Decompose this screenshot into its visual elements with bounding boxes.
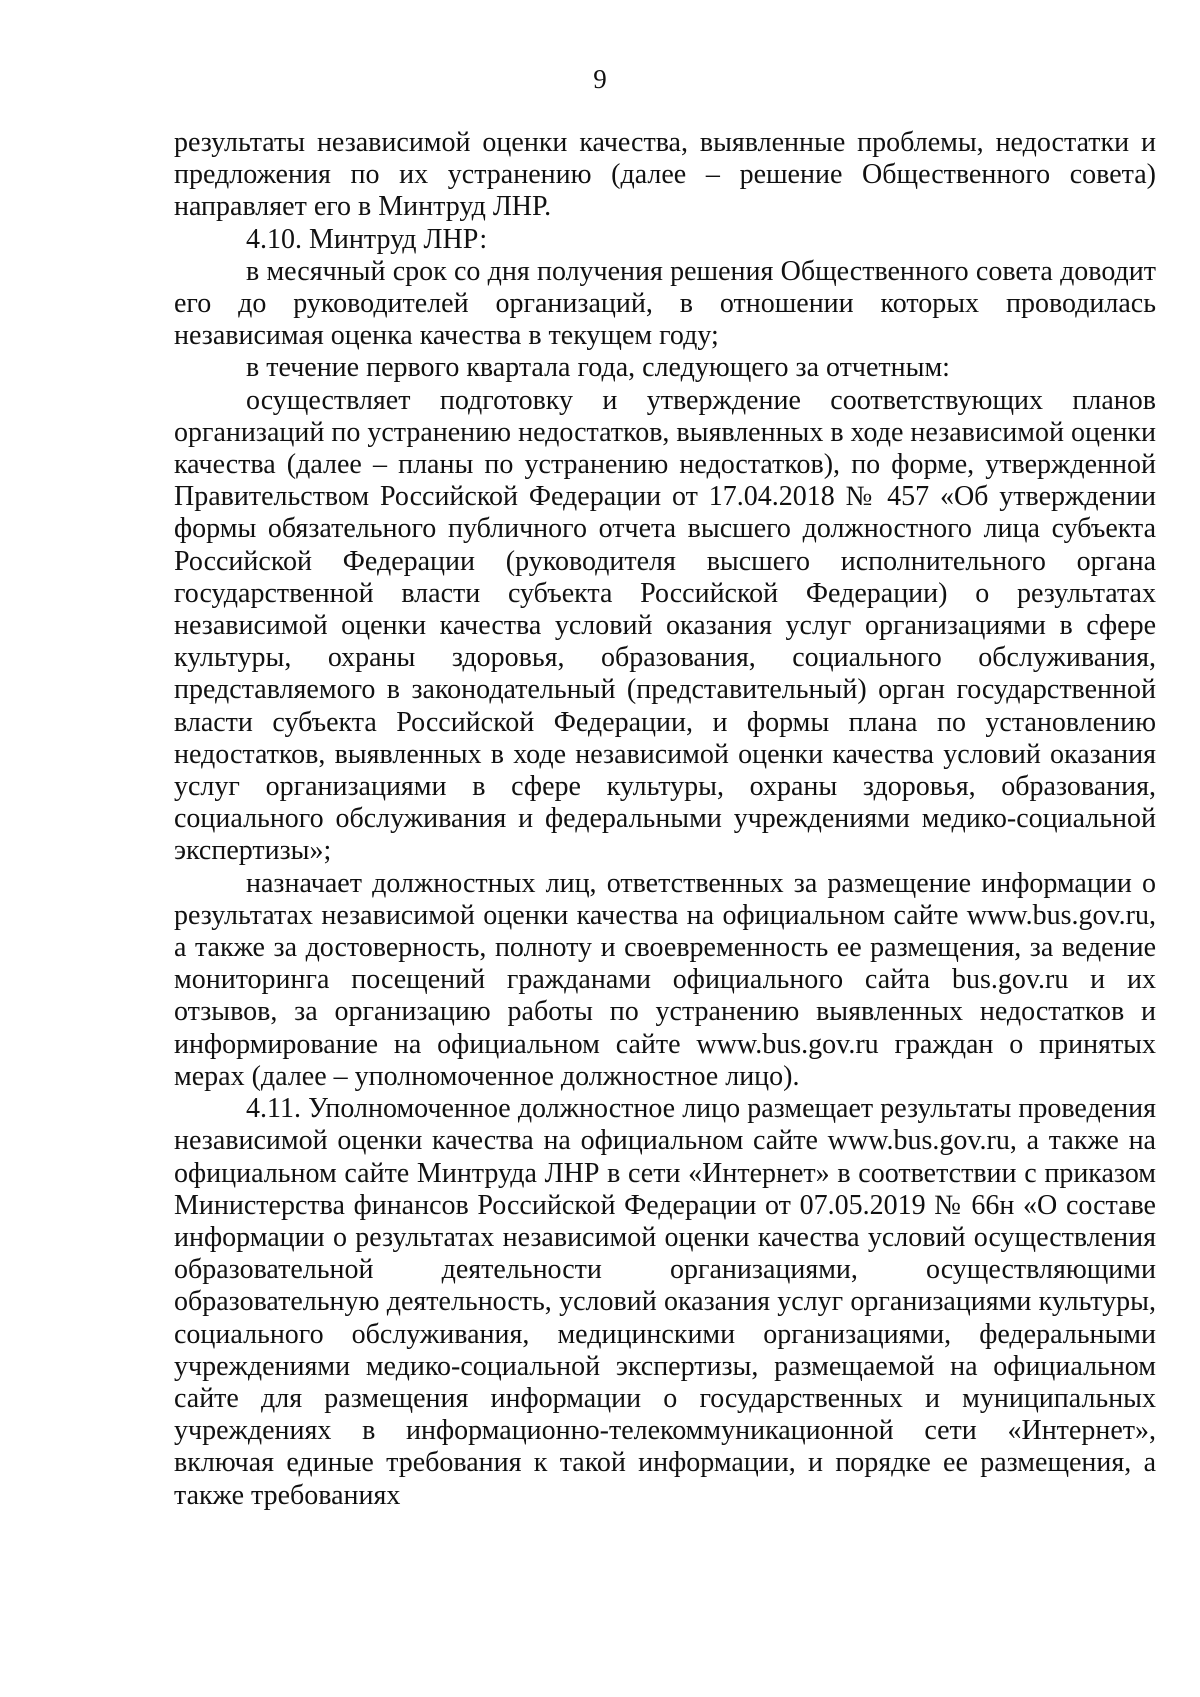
document-body [174, 127, 1156, 1512]
page-number: 9 [593, 64, 607, 94]
paragraph-appoints-officials: назначает должностных лиц, ответственных за размещение информации о результатах независимой оценки качества на официальном сайте www.bus.gov.ru, а также за достоверность, полноту и своевременность ее размещения, за ведение мониторинга посещений гражданами официального сайта bus.gov.ru и их отзывов, за организацию работы по устранению выявленных недостатков и информирование на официальном сайте www.bus.gov.ru граждан о принятых мерах (далее – уполномоченное должностное лицо). [174, 867, 1156, 1092]
paragraph-continuation: результаты независимой оценки качества, выявленные проблемы, недостатки и предложения по их устранению (далее – решение Общественного совета) направляет его в Минтруд ЛНР. [174, 127, 1156, 223]
paragraph-clause-4-10: 4.10. Минтруд ЛНР: [246, 223, 488, 255]
paragraph-first-quarter: в течение первого квартала года, следующего за отчетным: [246, 352, 950, 384]
paragraph-clause-4-11: 4.11. Уполномоченное должностное лицо размещает результаты проведения независимой оценки качества на официальном сайте www.bus.gov.ru, а также на официальном сайте Минтруда ЛНР в сети «Интернет» в соответствии с приказом Министерства финансов Российской Федерации от 07.05.2019 № 66н «О составе информации о результатах независимой оценки качества условий осуществления образовательной деятельности организациями, осуществляющими образовательную деятельность, условий оказания услуг организациями культуры, социального обслуживания, медицинскими организациями, федеральными учреждениями медико-социальной экспертизы, размещаемой на официальном сайте для размещения информации о государственных и муниципальных учреждениях в информационно-телекоммуникационной сети «Интернет», включая единые требования к такой информации, и порядке ее размещения, а также требованиях [174, 1093, 1156, 1511]
paragraph-plans-preparation: осуществляет подготовку и утверждение соответствующих планов организаций по устранению недостатков, выявленных в ходе независимой оценки качества (далее – планы по устранению недостатков), по форме, утвержденной Правительством Российской Федерации от 17.04.2018 № 457 «Об утверждении формы обязательного публичного отчета высшего должностного лица субъекта Российской Федерации (руководителя высшего исполнительного органа государственной власти субъекта Российской Федерации) о результатах независимой оценки качества условий оказания услуг организациями в сфере культуры, охраны здоровья, образования, социального обслуживания, представляемого в законодательный (представительный) орган государственной власти субъекта Российской Федерации, и формы плана по установлению недостатков, выявленных в ходе независимой оценки качества условий оказания услуг организациями в сфере культуры, охраны здоровья, образования, социального обслуживания и федеральными учреждениями медико-социальной экспертизы»; [174, 384, 1156, 867]
paragraph-monthly-term: в месячный срок со дня получения решения Общественного совета доводит его до руководителей организаций, в отношении которых проводилась независимая оценка качества в текущем году; [174, 255, 1156, 352]
